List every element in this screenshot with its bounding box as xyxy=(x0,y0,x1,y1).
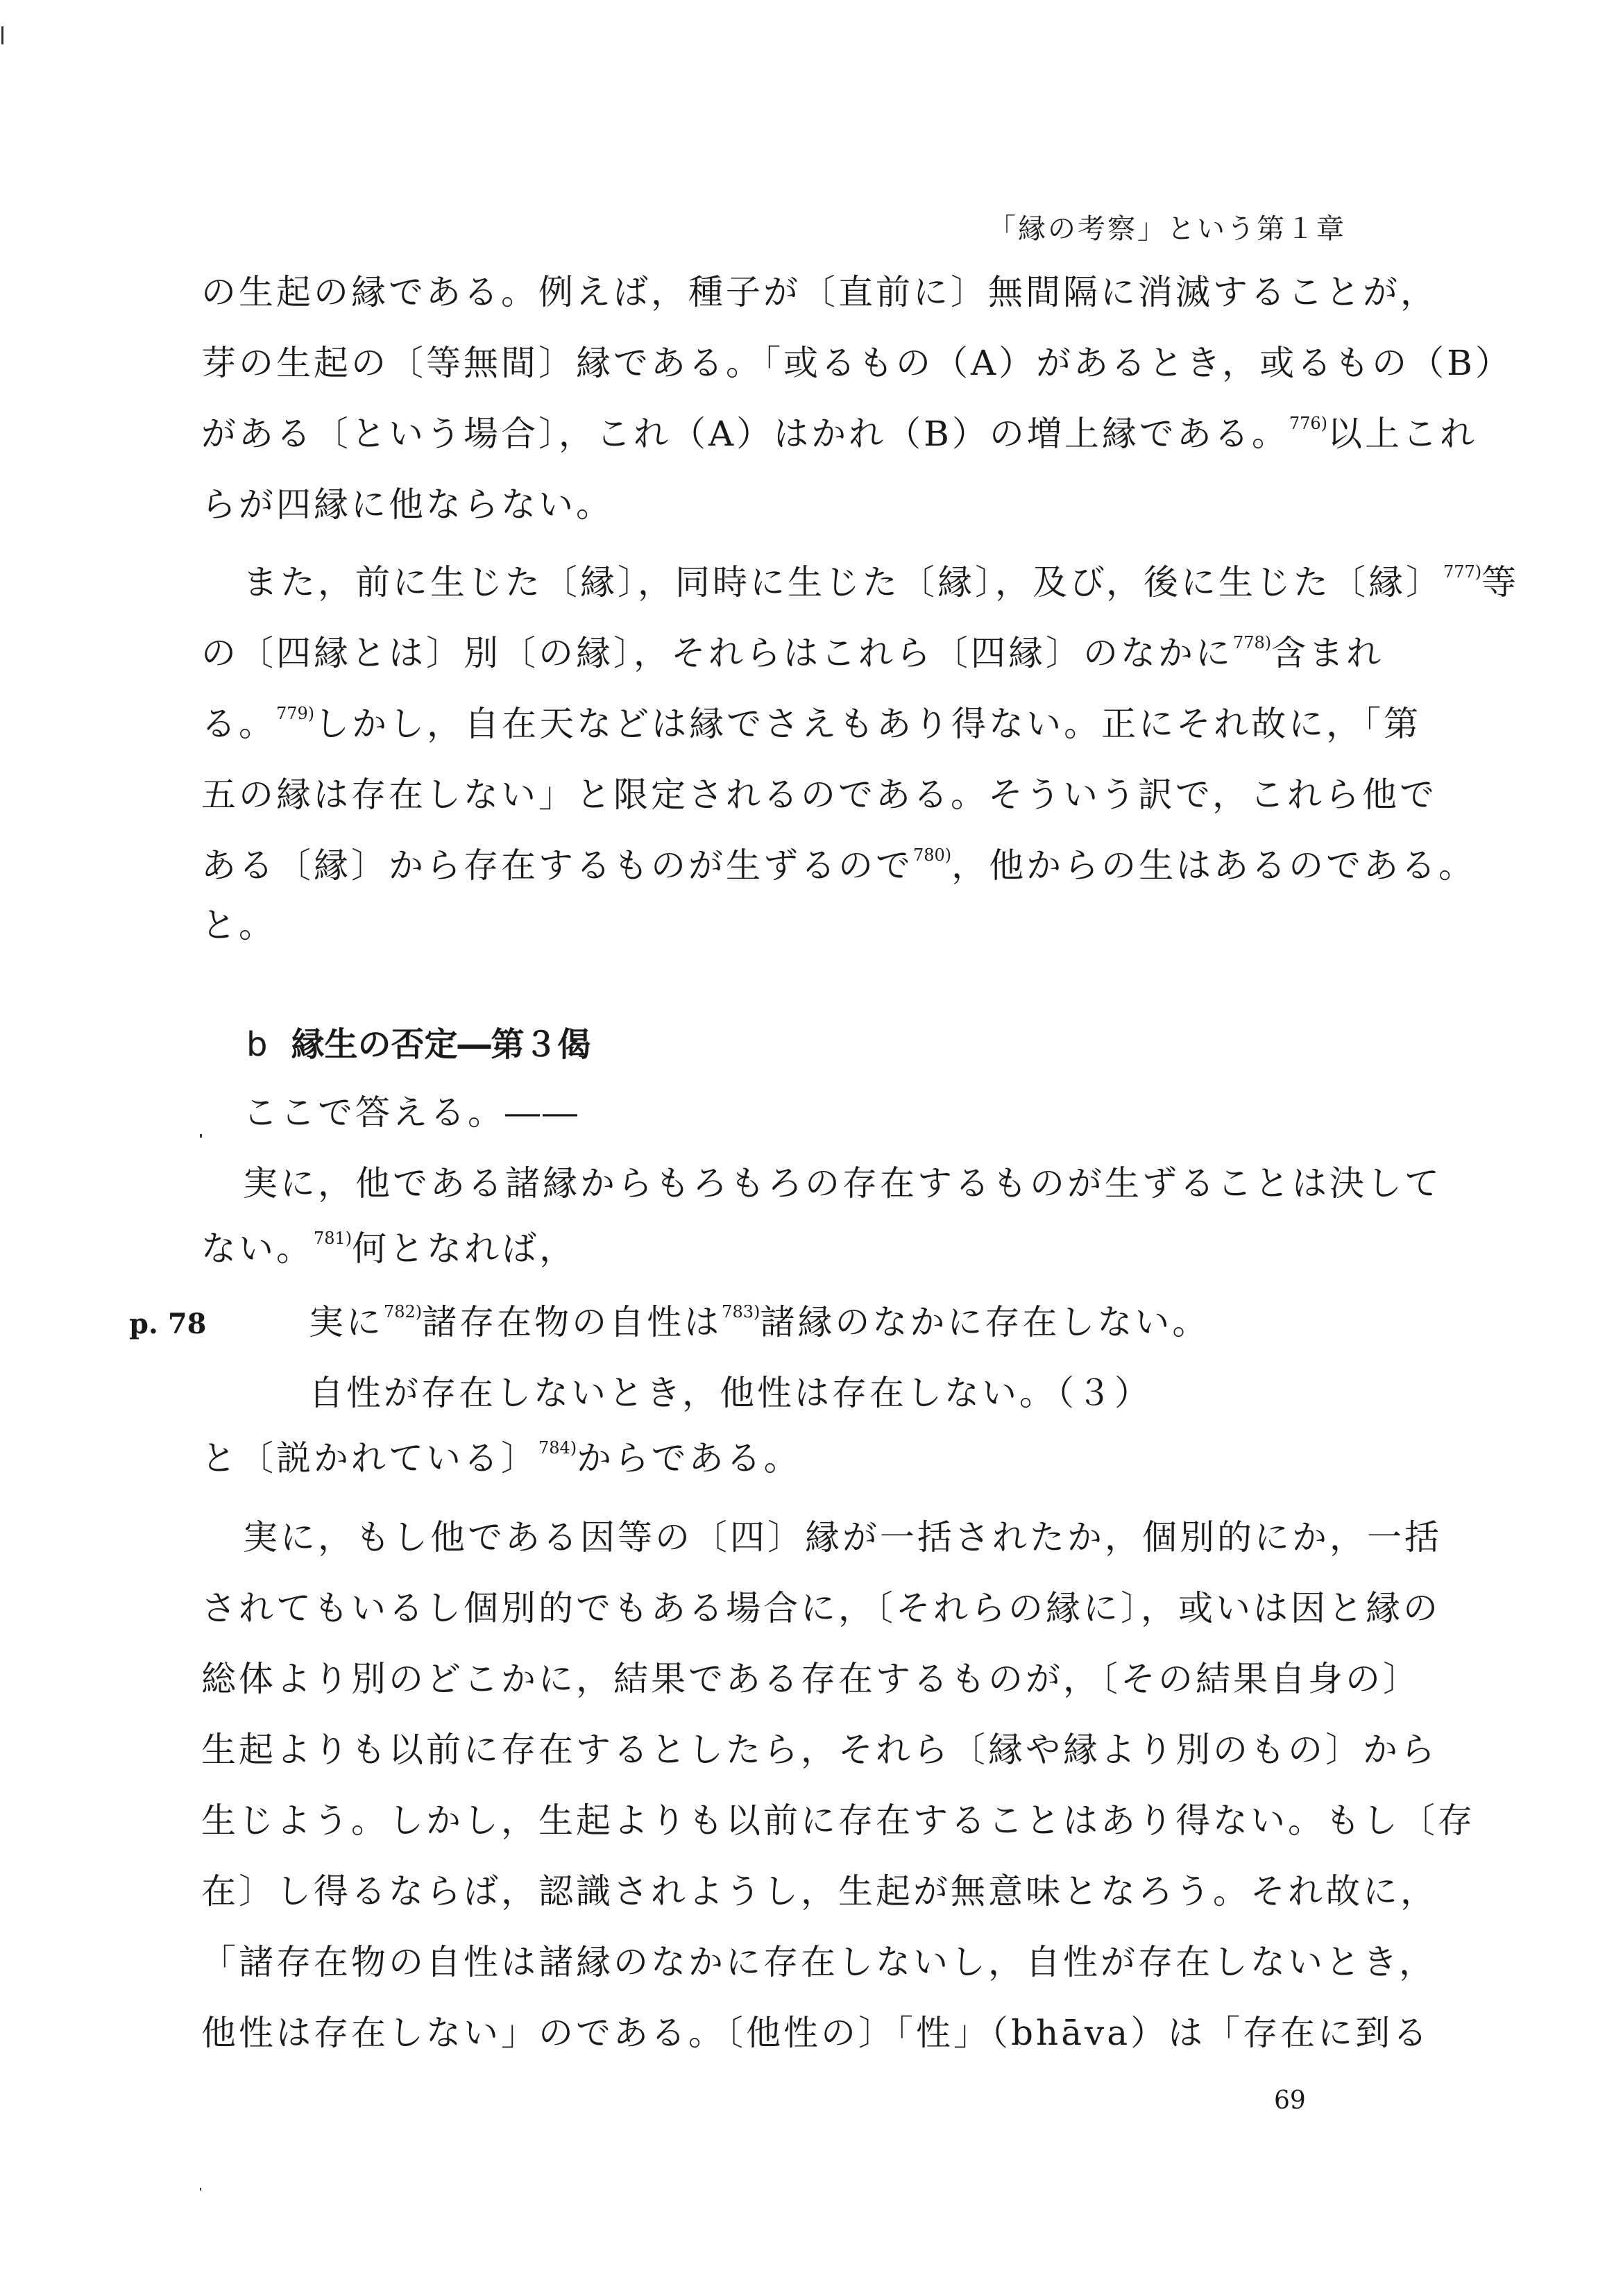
text-line: らが四縁に他ならない。 xyxy=(201,484,613,525)
margin-page-reference: p. 78 xyxy=(129,1308,207,1340)
footnote-ref: 781) xyxy=(314,1229,352,1248)
text-line: ここで答える。―― xyxy=(243,1092,580,1133)
text-line: ない。$^{781)}$何となれば， xyxy=(201,1229,577,1269)
text-line: 他性は存在しない」のである。〔他性の〕「性」（bhāva）は「存在に到る xyxy=(201,2013,1431,2053)
text-line: 生起よりも以前に存在するとしたら，それら〔縁や縁より別のもの〕から xyxy=(201,1730,1438,1770)
section-title: 縁生の否定―第３偈 xyxy=(291,1025,591,1064)
text-line: 五の縁は存在しない」と限定されるのである。そういう訳で，これら他で xyxy=(201,775,1437,815)
text-line: また，前に生じた〔縁〕，同時に生じた〔縁〕，及び，後に生じた〔縁〕$^{777)}$等 xyxy=(243,562,1520,602)
verse-line: 実に$^{782)}$諸存在物の自性は$^{783)}$諸縁のなかに存在しない。 xyxy=(309,1302,1210,1342)
running-header: 「縁の考察」という第１章 xyxy=(988,213,1346,245)
text-line: 在〕し得るならば，認識されようし，生起が無意味となろう。それ故に， xyxy=(201,1871,1438,1911)
section-heading xyxy=(246,1020,590,1069)
scan-dot xyxy=(200,1134,202,1138)
text-line: がある〔という場合〕，これ（A）はかれ（B）の増上縁である。$^{776)}$以上これ xyxy=(201,414,1478,454)
text-line: 「諸存在物の自性は諸縁のなかに存在しないし，自性が存在しないとき， xyxy=(201,1942,1436,1982)
text-line: 実に，他である諸縁からもろもろの存在するものが生ずることは決して xyxy=(243,1163,1442,1204)
footnote-ref: 782) xyxy=(384,1302,423,1322)
footnote-ref: 783) xyxy=(722,1302,760,1322)
footnote-ref: 779) xyxy=(276,704,315,723)
text-line: の生起の縁である。例えば，種子が〔直前に〕無間隔に消滅することが， xyxy=(201,272,1438,312)
text-line: と〔説かれている〕$^{784)}$からである。 xyxy=(201,1438,801,1478)
footnote-ref: 778) xyxy=(1233,633,1272,652)
verse-line: 自性が存在しないとき，他性は存在しない。（３） xyxy=(309,1373,1152,1413)
text-line: 総体より別のどこかに，結果である存在するものが，〔その結果自身の〕 xyxy=(201,1659,1420,1699)
text-line: ある〔縁〕から存在するものが生ずるので$^{780)}$，他からの生はあるのである。 xyxy=(201,845,1477,886)
scan-dot xyxy=(200,2188,201,2191)
text-line: 生じよう。しかし，生起よりも以前に存在することはあり得ない。もし〔存 xyxy=(201,1800,1475,1841)
text-line: る。$^{779)}$しかし，自在天などは縁でさえもあり得ない。正にそれ故に，「第 xyxy=(201,704,1422,744)
scan-mark xyxy=(1,26,3,44)
text-line: の〔四縁とは〕別〔の縁〕，それらはこれら〔四縁〕のなかに$^{778)}$含まれ xyxy=(201,633,1384,673)
footnote-ref: 776) xyxy=(1289,414,1328,433)
footnote-ref: 780) xyxy=(913,845,952,865)
text-line: されてもいるし個別的でもある場合に，〔それらの縁に〕，或いは因と縁の xyxy=(201,1588,1441,1628)
text-line: 芽の生起の〔等無間〕縁である。「或るもの（A）があるとき，或るもの（B） xyxy=(201,343,1513,383)
text-line: と。 xyxy=(201,905,276,945)
text-line: 実に，もし他である因等の〔四〕縁が一括されたか，個別的にか，一括 xyxy=(243,1517,1442,1558)
section-letter: b xyxy=(246,1025,268,1064)
page-number: 69 xyxy=(1274,2086,1306,2115)
footnote-ref: 777) xyxy=(1443,562,1482,582)
footnote-ref: 784) xyxy=(538,1438,577,1458)
